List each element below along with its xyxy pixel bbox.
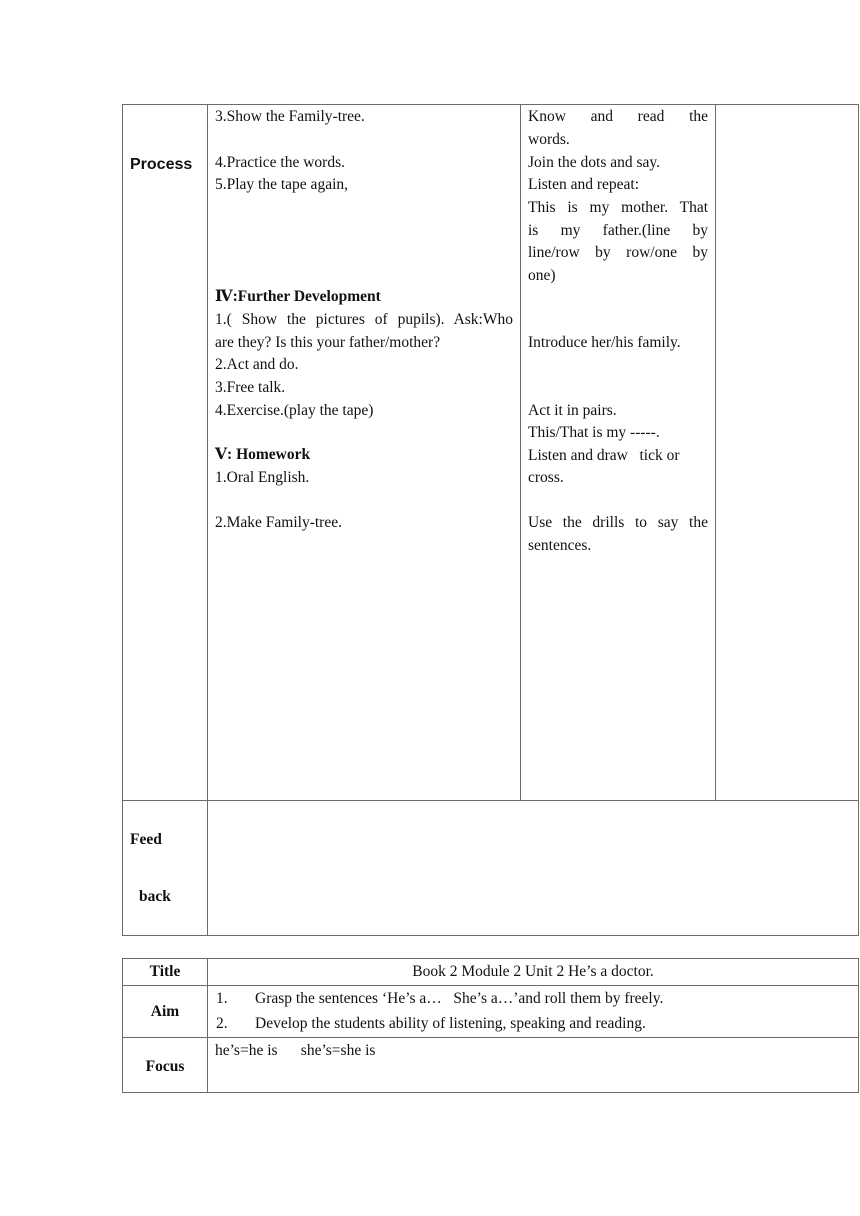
focus-label: Focus bbox=[145, 1058, 185, 1075]
student-line-14: Use the drills to say the bbox=[528, 514, 708, 531]
student-line-6: is my father.(line by bbox=[528, 222, 708, 239]
homework-1: 1.Oral English. bbox=[215, 469, 310, 486]
student-line-7: line/row by row/one by bbox=[528, 244, 708, 261]
teacher-further-1a: 1.( Show the pictures of pupils). Ask:Who bbox=[215, 311, 513, 328]
aim-item-1-text: Grasp the sentences ‘He’s a… She’s a…’and roll them by freely. bbox=[255, 990, 664, 1007]
homework-2: 2.Make Family-tree. bbox=[215, 514, 342, 531]
lesson-title: Book 2 Module 2 Unit 2 He’s a doctor. bbox=[412, 963, 654, 980]
student-line-11: This/That is my -----. bbox=[528, 424, 660, 441]
focus-text: he’s=he is she’s=she is bbox=[215, 1042, 376, 1059]
aim-item-1-number: 1. bbox=[216, 990, 228, 1007]
teacher-further-3: 3.Free talk. bbox=[215, 379, 286, 396]
teacher-further-2: 2.Act and do. bbox=[215, 356, 299, 373]
student-line-9: Introduce her/his family. bbox=[528, 334, 681, 351]
further-development-heading: Ⅳ:Further Development bbox=[215, 288, 381, 305]
feedback-label-back: back bbox=[139, 888, 171, 905]
student-line-15: sentences. bbox=[528, 537, 592, 554]
process-label: Process bbox=[130, 156, 193, 173]
student-line-4: Listen and repeat: bbox=[528, 176, 640, 193]
teacher-step-4: 4.Practice the words. bbox=[215, 154, 345, 171]
title-label: Title bbox=[149, 963, 181, 980]
homework-heading: Ⅴ: Homework bbox=[215, 446, 311, 463]
teacher-step-3: 3.Show the Family-tree. bbox=[215, 108, 365, 125]
student-line-3: Join the dots and say. bbox=[528, 154, 661, 171]
student-line-10: Act it in pairs. bbox=[528, 402, 617, 419]
aim-item-2-number: 2. bbox=[216, 1015, 228, 1032]
student-line-1: Know and read the bbox=[528, 108, 708, 125]
student-line-13: cross. bbox=[528, 469, 564, 486]
feedback-label-feed: Feed bbox=[130, 831, 162, 848]
aim-item-2-text: Develop the students ability of listening, speaking and reading. bbox=[255, 1015, 646, 1032]
student-line-2: words. bbox=[528, 131, 570, 148]
aim-label: Aim bbox=[150, 1003, 180, 1020]
student-line-8: one) bbox=[528, 267, 556, 284]
teacher-further-1b: are they? Is this your father/mother? bbox=[215, 334, 441, 351]
student-line-12: Listen and draw tick or bbox=[528, 447, 680, 464]
teacher-further-4: 4.Exercise.(play the tape) bbox=[215, 402, 374, 419]
student-line-5: This is my mother. That bbox=[528, 199, 708, 216]
teacher-step-5: 5.Play the tape again, bbox=[215, 176, 348, 193]
